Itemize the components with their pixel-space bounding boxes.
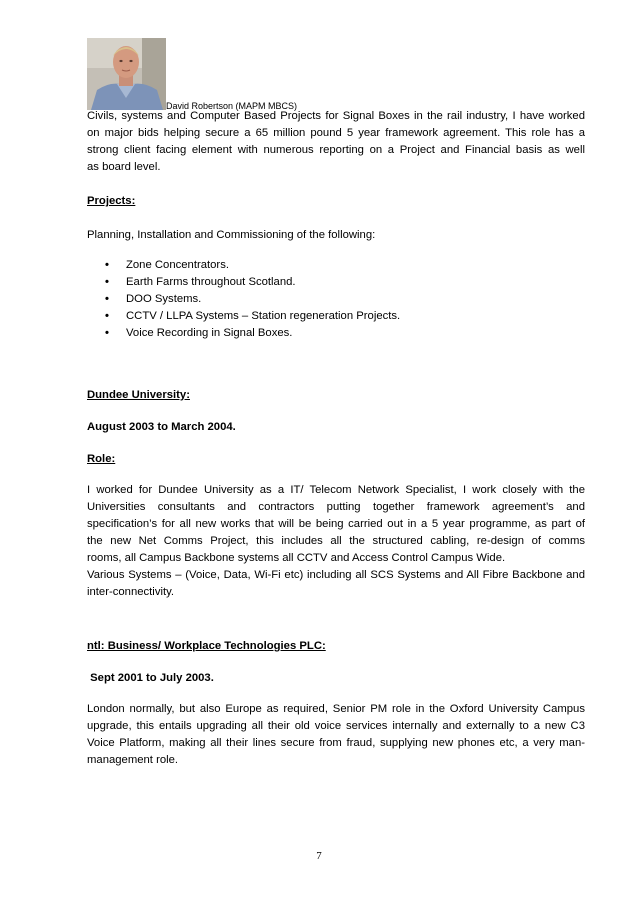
intro-paragraph xyxy=(87,108,585,176)
list-item-text: Zone Concentrators. xyxy=(126,259,229,271)
dundee-paragraph xyxy=(87,482,585,601)
profile-photo xyxy=(87,38,166,110)
list-item xyxy=(105,325,565,342)
ntl-line: upgrade, this entails upgrading all their old voice services internally and externally to a new C3 xyxy=(87,720,585,732)
ntl-heading: ntl: Business/ Workplace Technologies PLC: xyxy=(87,640,326,652)
ntl-line: Voice Platform, making all their lines secure from fraud, supplying new phones etc, a very man- xyxy=(87,737,585,749)
intro-line: as board level. xyxy=(87,161,161,173)
dundee-line: rooms, all Campus Backbone systems all CCTV and Access Control Campus Wide. xyxy=(87,552,506,564)
list-item xyxy=(105,274,565,291)
dundee-line: I worked for Dundee University as a IT/ Telecom Network Specialist, I work closely with the xyxy=(87,484,585,496)
dundee-line: specification’s for all new works that will be being carried out in a 5 year programme, as part of xyxy=(87,518,585,530)
photo-caption: David Robertson (MAPM MBCS) xyxy=(166,101,298,111)
list-item-text: DOO Systems. xyxy=(126,293,202,305)
bullet-icon: • xyxy=(105,259,109,271)
bullet-icon: • xyxy=(105,276,109,288)
list-item xyxy=(105,257,565,274)
intro-line: strong client facing element with numerous reporting on a Project and Financial basis as well xyxy=(87,144,585,156)
dundee-dates: August 2003 to March 2004. xyxy=(87,421,236,433)
role-heading: Role: xyxy=(87,453,116,465)
ntl-dates: Sept 2001 to July 2003. xyxy=(87,672,214,684)
bullet-icon: • xyxy=(105,327,109,339)
list-item xyxy=(105,291,565,308)
dundee-heading: Dundee University: xyxy=(87,389,190,401)
ntl-line: London normally, but also Europe as required, Senior PM role in the Oxford University Campus xyxy=(87,703,585,715)
page-number: 7 xyxy=(316,850,322,862)
projects-list xyxy=(105,257,565,342)
dundee-line: Universities consultants and contractors putting together framework agreement’s and xyxy=(87,501,585,513)
list-item-text: Voice Recording in Signal Boxes. xyxy=(126,327,293,339)
bullet-icon: • xyxy=(105,293,109,305)
intro-line: on major bids helping secure a 65 million pound 5 year framework agreement. This role has a xyxy=(87,127,585,139)
list-item xyxy=(105,308,565,325)
list-item-text: CCTV / LLPA Systems – Station regeneration Projects. xyxy=(126,310,401,322)
ntl-line: management role. xyxy=(87,754,179,766)
intro-line: Civils, systems and Computer Based Projects for Signal Boxes in the rail industry, I have worked xyxy=(87,110,585,122)
projects-heading: Projects: xyxy=(87,195,136,207)
dundee-line: the new Net Comms Project, this includes all the structured cabling, re-design of comms xyxy=(87,535,585,547)
projects-intro: Planning, Installation and Commissioning of the following: xyxy=(87,229,376,241)
dundee-line: inter-connectivity. xyxy=(87,586,175,598)
ntl-paragraph xyxy=(87,701,585,769)
dundee-line: Various Systems – (Voice, Data, Wi-Fi etc) including all SCS Systems and All Fibre Backbone and xyxy=(87,569,585,581)
list-item-text: Earth Farms throughout Scotland. xyxy=(126,276,296,288)
bullet-icon: • xyxy=(105,310,109,322)
